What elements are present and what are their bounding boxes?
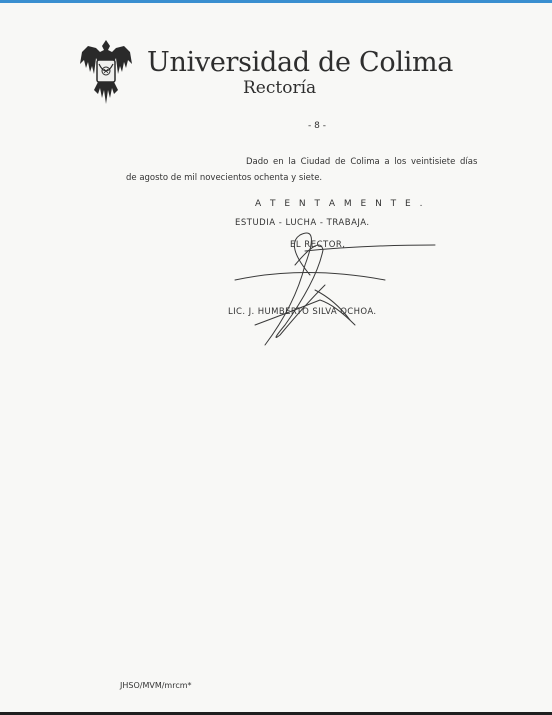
institution-name: Universidad de Colima — [147, 47, 454, 78]
body-text-line: Dado en la Ciudad de Colima a los veintisiete días — [246, 157, 478, 167]
top-edge-strip — [0, 0, 552, 3]
handwritten-signature — [225, 225, 450, 355]
page-number: - 8 - — [308, 121, 326, 131]
signer-title: EL RECTOR, — [290, 240, 346, 250]
body-text-line: de agosto de mil novecientos ochenta y siete. — [126, 173, 323, 183]
department-name: Rectoría — [243, 78, 317, 98]
university-crest-icon — [78, 38, 134, 108]
motto: ESTUDIA - LUCHA - TRABAJA. — [235, 218, 370, 228]
signer-name: LIC. J. HUMBERTO SILVA OCHOA. — [228, 307, 377, 317]
reference-initials: JHSO/MVM/mrcm* — [120, 681, 192, 690]
closing-salutation: A T E N T A M E N T E . — [255, 199, 426, 209]
